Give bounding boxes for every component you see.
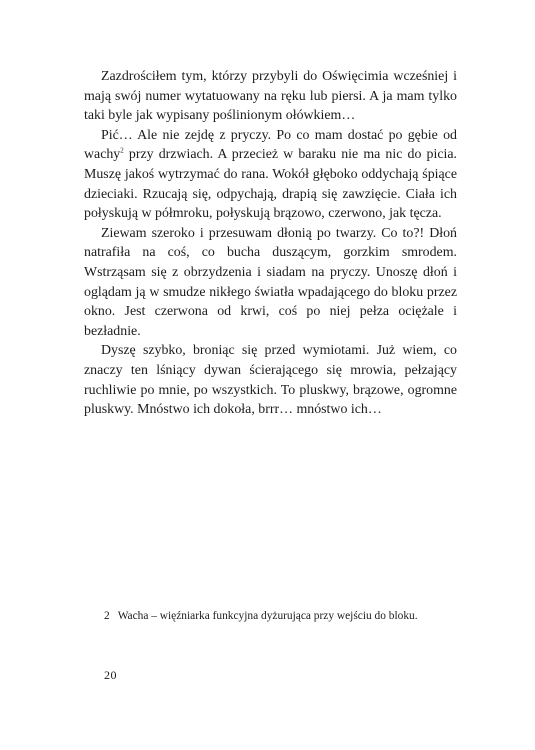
paragraph (84, 126, 457, 224)
footnote (104, 609, 464, 624)
paragraph: Ziewam szeroko i przesuwam dłonią po twarzy. Co to?! Dłoń natrafiła na coś, co bucha duszącym, gorzkim smrodem. Wstrząsam się z obrzydzenia i siadam na pryczy. Unoszę dłoń i oglądam ją w smudze nikłego światła wpadającego do bloku przez okno. Jest czerwona od krwi, coś po niej pełza ociężale i bezładnie. (84, 225, 457, 339)
paragraph-text: przy drzwiach. A przecież w baraku nie ma nic do picia. Muszę jakoś wytrzymać do rana. Wokół głęboko oddychają śpiące dzieciaki. Rzucają się, odpychają, drapią się zawzięcie. Ciała ich połyskują w półmroku, połyskują brązowo, czerwono, jak tęcza. (84, 147, 457, 222)
paragraph: Dyszę szybko, broniąc się przed wymiotami. Już wiem, co znaczy ten lśniący dywan ścierającego się mrowia, pełzający ruchliwie po mnie, po wszystkich. To pluskwy, brązowe, ogromne pluskwy. Mnóstwo ich dokoła, brrr… mnóstwo ich… (84, 343, 457, 418)
page-number: 20 (104, 668, 117, 682)
paragraph-text: Pić… Ale nie zejdę z pryczy. Po co mam dostać po gębie od wachy (84, 127, 457, 163)
footnote-number: 2 (104, 610, 110, 622)
paragraph: Zazdrościłem tym, którzy przybyli do Oświęcimia wcześniej i mają swój numer wytatuowany na ręku lub piersi. A ja mam tylko taki byle jak wypisany poślinionym ołówkiem… (84, 69, 457, 124)
main-text (84, 67, 457, 420)
footnote-text: Wacha – więźniarka funkcyjna dyżurująca przy wejściu do bloku. (117, 610, 418, 622)
footnote-reference: 2 (120, 146, 124, 155)
